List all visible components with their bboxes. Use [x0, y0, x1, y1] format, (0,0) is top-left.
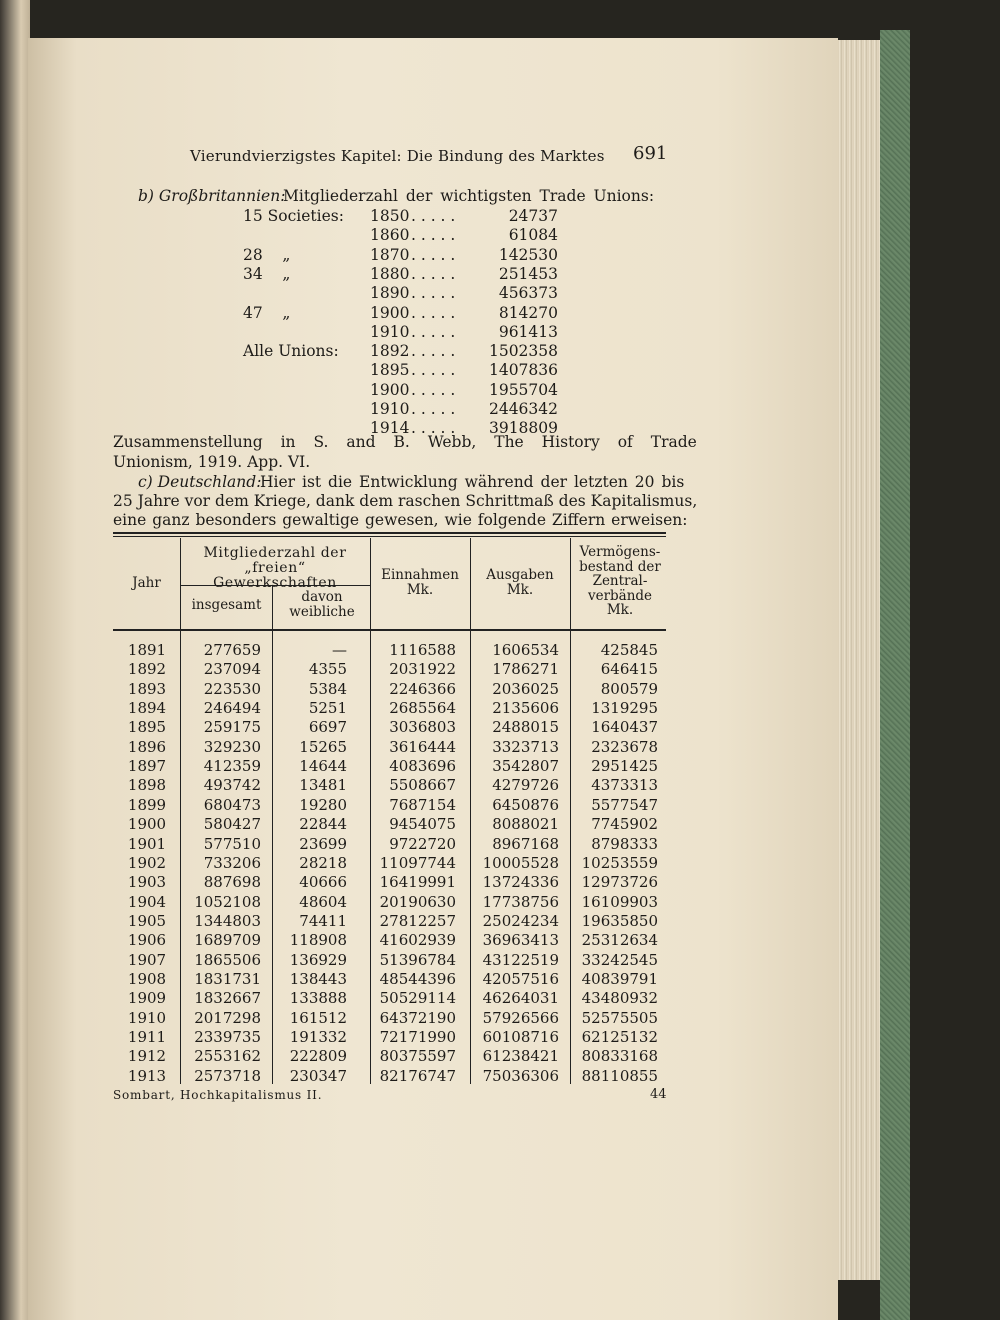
cell-jahr: 1898 [127, 776, 167, 795]
cell-insgesamt: 412359 [203, 757, 261, 776]
cell-insgesamt: 2339735 [194, 1028, 261, 1046]
header-insgesamt: insgesamt [191, 597, 262, 613]
cell-ausgaben: 2488015 [492, 718, 559, 737]
cell-jahr: 1895 [127, 718, 167, 737]
cell-weibliche: 118908 [289, 931, 347, 950]
gb-row-value: 814270 [498, 303, 558, 322]
header-mitgliederzahl: Mitgliederzahl der „freien“ Gewerkschaften [203, 545, 347, 591]
gb-row-label: 34 „ [243, 264, 291, 283]
gb-row-label: 28 „ [243, 245, 291, 264]
cell-ausgaben: 46264031 [482, 989, 559, 1008]
header-einnahmen: Einnahmen Mk. [381, 567, 459, 598]
cell-vermoegen: 646415 [600, 660, 658, 679]
gb-row-value: 961413 [498, 322, 558, 341]
cell-insgesamt: 237094 [203, 660, 261, 679]
cell-insgesamt: 1344803 [194, 911, 261, 930]
cell-einnahmen: 41602939 [379, 931, 456, 950]
cell-insgesamt: 493742 [203, 776, 261, 795]
gb-row-dots: . . . . . [411, 400, 456, 418]
cell-vermoegen: 25312634 [581, 931, 658, 950]
table-top-rule [113, 532, 666, 534]
cell-ausgaben: 42057516 [482, 969, 559, 988]
cell-insgesamt: 1689709 [194, 931, 261, 950]
cell-einnahmen: 51396784 [379, 950, 456, 969]
cell-weibliche: 14644 [299, 757, 347, 776]
cell-insgesamt: 277659 [203, 641, 261, 659]
cell-vermoegen: 1319295 [591, 699, 658, 718]
cell-weibliche: 5251 [308, 699, 347, 718]
gb-row-dots: . . . . . [411, 361, 456, 380]
cell-einnahmen: 11097744 [379, 853, 456, 872]
cell-weibliche: 28218 [299, 853, 347, 872]
cell-insgesamt: 223530 [203, 679, 261, 698]
cell-vermoegen: 62125132 [581, 1028, 658, 1046]
gb-row-year: 1870 [370, 245, 410, 264]
cell-insgesamt: 2017298 [194, 1008, 261, 1027]
gb-row-dots: . . . . . [411, 322, 456, 341]
cell-jahr: 1903 [127, 873, 167, 892]
gb-row-label: Alle Unions: [243, 342, 339, 361]
cell-einnahmen: 48544396 [379, 969, 456, 988]
cell-weibliche: 13481 [299, 776, 347, 795]
cell-vermoegen: 425845 [600, 641, 658, 659]
gb-row-value: 3918809 [488, 419, 558, 438]
cell-vermoegen: 2323678 [591, 737, 658, 756]
cell-vermoegen: 5577547 [591, 795, 658, 814]
cell-jahr: 1899 [127, 795, 167, 814]
gb-row-dots: . . . . . [411, 284, 456, 303]
cell-weibliche: 15265 [299, 737, 347, 756]
col-rule-5 [570, 538, 571, 1084]
cell-insgesamt: 580427 [203, 815, 261, 834]
gb-row-value: 2446342 [488, 400, 558, 418]
cell-einnahmen: 2246366 [389, 679, 456, 698]
cell-jahr: 1906 [127, 931, 167, 950]
cell-jahr: 1902 [127, 853, 167, 872]
cell-ausgaben: 57926566 [482, 1008, 559, 1027]
cell-einnahmen: 64372190 [379, 1008, 456, 1027]
cell-einnahmen: 50529114 [379, 989, 456, 1008]
cell-weibliche: 6697 [308, 718, 347, 737]
cell-vermoegen: 800579 [600, 679, 658, 698]
gb-source-line-1: Zusammenstellung in S. and B. Webb, The History of Trade [113, 433, 697, 451]
header-jahr: Jahr [132, 575, 161, 591]
cell-jahr: 1891 [127, 641, 167, 659]
cell-jahr: 1904 [127, 892, 167, 911]
cell-weibliche: 138443 [289, 969, 347, 988]
cell-jahr: 1913 [127, 1066, 167, 1085]
gb-row-dots: . . . . . [411, 303, 456, 322]
cell-ausgaben: 10005528 [482, 853, 559, 872]
gb-row-year: 1890 [370, 284, 410, 303]
cell-weibliche: 133888 [289, 989, 347, 1008]
cell-vermoegen: 33242545 [581, 950, 658, 969]
cell-insgesamt: 1865506 [194, 950, 261, 969]
cell-jahr: 1900 [127, 815, 167, 834]
cell-vermoegen: 19635850 [581, 911, 658, 930]
cell-insgesamt: 887698 [203, 873, 261, 892]
cell-weibliche: 161512 [289, 1008, 347, 1027]
cell-weibliche: 19280 [299, 795, 347, 814]
gb-row-year: 1910 [370, 322, 410, 341]
cell-insgesamt: 1831731 [194, 969, 261, 988]
gb-row-label: 15 Societies: [243, 207, 344, 225]
gb-row-dots: . . . . . [411, 380, 456, 399]
gb-row-year: 1892 [370, 342, 410, 361]
cell-weibliche: 22844 [299, 815, 347, 834]
cell-ausgaben: 2036025 [492, 679, 559, 698]
cell-ausgaben: 75036306 [482, 1066, 559, 1085]
header-ausgaben: Ausgaben Mk. [486, 567, 554, 598]
cell-einnahmen: 1116588 [389, 641, 456, 659]
cell-ausgaben: 2135606 [492, 699, 559, 718]
cell-insgesamt: 2573718 [194, 1066, 261, 1085]
de-intro-line-3: eine ganz besonders gewaltige gewesen, wie folgende Ziffern erweisen: [113, 511, 688, 529]
cell-einnahmen: 4083696 [389, 757, 456, 776]
page-block-edges [838, 40, 880, 1280]
gb-row-dots: . . . . . [411, 342, 456, 361]
cell-ausgaben: 1786271 [492, 660, 559, 679]
gb-row-value: 1407836 [488, 361, 558, 380]
cell-jahr: 1901 [127, 834, 167, 853]
cell-insgesamt: 680473 [203, 795, 261, 814]
cell-vermoegen: 8798333 [591, 834, 658, 853]
cell-ausgaben: 8088021 [492, 815, 559, 834]
footer-sheet-number: 44 [650, 1087, 667, 1102]
cell-insgesamt: 246494 [203, 699, 261, 718]
cell-insgesamt: 733206 [203, 853, 261, 872]
gb-intro-text: Mitgliederzahl der wichtigsten Trade Unions: [283, 187, 655, 205]
gb-row-year: 1860 [370, 226, 410, 245]
gb-row-year: 1914 [370, 419, 410, 438]
cell-ausgaben: 3542807 [492, 757, 559, 776]
gb-row-value: 251453 [498, 264, 558, 283]
cell-weibliche: 230347 [289, 1066, 347, 1085]
cell-weibliche: 48604 [299, 892, 347, 911]
gb-row-year: 1900 [370, 303, 410, 322]
header-vermoegensbestand: Vermögens-bestand der Zentral-verbände Mk. [579, 544, 661, 618]
cell-einnahmen: 2031922 [389, 660, 456, 679]
cell-ausgaben: 1606534 [492, 641, 559, 659]
gb-row-value: 1502358 [488, 342, 558, 361]
cell-vermoegen: 1640437 [591, 718, 658, 737]
cell-vermoegen: 4373313 [591, 776, 658, 795]
cell-jahr: 1905 [127, 911, 167, 930]
cell-ausgaben: 17738756 [482, 892, 559, 911]
gb-row-label: 47 „ [243, 303, 291, 322]
cell-ausgaben: 4279726 [492, 776, 559, 795]
running-title: Vierundvierzigstes Kapitel: Die Bindung des Marktes [190, 147, 605, 165]
gb-row-dots: . . . . . [411, 226, 456, 245]
de-intro-line-1: Hier ist die Entwicklung während der letzten 20 bis [260, 473, 685, 491]
book-cover-cloth [880, 30, 910, 1320]
cell-ausgaben: 36963413 [482, 931, 559, 950]
cell-weibliche: 40666 [299, 873, 347, 892]
cell-insgesamt: 259175 [203, 718, 261, 737]
cell-einnahmen: 82176747 [379, 1066, 456, 1085]
cell-insgesamt: 1832667 [194, 989, 261, 1008]
de-intro-label: c) Deutschland: [138, 473, 262, 491]
gb-intro-label: b) Großbritannien: [138, 187, 286, 205]
cell-vermoegen: 10253559 [581, 853, 658, 872]
gb-row-dots: . . . . . [411, 419, 456, 438]
cell-ausgaben: 61238421 [482, 1047, 559, 1066]
gb-row-dots: . . . . . [411, 207, 456, 225]
gb-row-value: 61084 [508, 226, 558, 245]
cell-jahr: 1893 [127, 679, 167, 698]
gb-row-year: 1895 [370, 361, 410, 380]
col-rule-2 [272, 586, 273, 1084]
cell-vermoegen: 7745902 [591, 815, 658, 834]
de-intro-line-2: 25 Jahre vor dem Kriege, dank dem raschen Schrittmaß des Kapitalismus, [113, 492, 698, 510]
cell-jahr: 1909 [127, 989, 167, 1008]
cell-ausgaben: 25024234 [482, 911, 559, 930]
cell-jahr: 1897 [127, 757, 167, 776]
gb-row-value: 142530 [498, 245, 558, 264]
cell-einnahmen: 5508667 [389, 776, 456, 795]
gb-row-year: 1910 [370, 400, 410, 418]
cell-weibliche: 4355 [308, 660, 347, 679]
cell-insgesamt: 329230 [203, 737, 261, 756]
cell-jahr: 1907 [127, 950, 167, 969]
cell-vermoegen: 16109903 [581, 892, 658, 911]
cell-jahr: 1911 [127, 1028, 167, 1046]
cell-ausgaben: 3323713 [492, 737, 559, 756]
cell-einnahmen: 16419991 [379, 873, 456, 892]
cell-ausgaben: 13724336 [482, 873, 559, 892]
gb-row-value: 456373 [498, 284, 558, 303]
gb-source-line-2: Unionism, 1919. App. VI. [113, 453, 311, 471]
cell-einnahmen: 20190630 [379, 892, 456, 911]
cell-vermoegen: 43480932 [581, 989, 658, 1008]
cell-jahr: 1894 [127, 699, 167, 718]
cell-insgesamt: 2553162 [194, 1047, 261, 1066]
cell-einnahmen: 3616444 [389, 737, 456, 756]
cell-ausgaben: 8967168 [492, 834, 559, 853]
col-rule-4 [470, 538, 471, 1084]
cell-einnahmen: 27812257 [379, 911, 456, 930]
cell-vermoegen: 88110855 [581, 1066, 658, 1085]
cell-vermoegen: 52575505 [581, 1008, 658, 1027]
gb-row-year: 1880 [370, 264, 410, 283]
cell-einnahmen: 2685564 [389, 699, 456, 718]
header-davon-weibliche: davon weibliche [289, 589, 355, 620]
cell-ausgaben: 6450876 [492, 795, 559, 814]
cell-weibliche: 191332 [289, 1028, 347, 1046]
cell-einnahmen: 80375597 [379, 1047, 456, 1066]
cell-weibliche: — [332, 641, 347, 659]
cell-insgesamt: 577510 [203, 834, 261, 853]
cell-vermoegen: 12973726 [581, 873, 658, 892]
table-header-rule [113, 629, 666, 631]
cell-weibliche: 74411 [299, 911, 347, 930]
gb-row-year: 1850 [370, 207, 410, 225]
cell-insgesamt: 1052108 [194, 892, 261, 911]
left-page-edge [0, 0, 30, 1320]
cell-einnahmen: 3036803 [389, 718, 456, 737]
cell-ausgaben: 60108716 [482, 1028, 559, 1046]
cell-vermoegen: 40839791 [581, 969, 658, 988]
cell-weibliche: 23699 [299, 834, 347, 853]
cell-vermoegen: 80833168 [581, 1047, 658, 1066]
col-rule-1 [180, 538, 181, 1084]
cell-jahr: 1912 [127, 1047, 167, 1066]
gb-row-value: 24737 [508, 207, 558, 225]
cell-jahr: 1908 [127, 969, 167, 988]
cell-weibliche: 222809 [289, 1047, 347, 1066]
cell-einnahmen: 72171990 [379, 1028, 456, 1046]
cell-einnahmen: 9722720 [389, 834, 456, 853]
cell-ausgaben: 43122519 [482, 950, 559, 969]
gb-row-dots: . . . . . [411, 264, 456, 283]
footer-signature: Sombart, Hochkapitalismus II. [113, 1088, 323, 1102]
gb-row-dots: . . . . . [411, 245, 456, 264]
page-number: 691 [633, 143, 668, 164]
cell-jahr: 1892 [127, 660, 167, 679]
col-rule-3 [370, 538, 371, 1084]
cell-jahr: 1910 [127, 1008, 167, 1027]
gb-row-year: 1900 [370, 380, 410, 399]
table-top-rule-2 [113, 536, 666, 537]
cell-vermoegen: 2951425 [591, 757, 658, 776]
cell-jahr: 1896 [127, 737, 167, 756]
cell-einnahmen: 9454075 [389, 815, 456, 834]
gb-row-value: 1955704 [488, 380, 558, 399]
cell-einnahmen: 7687154 [389, 795, 456, 814]
cell-weibliche: 5384 [308, 679, 347, 698]
cell-weibliche: 136929 [289, 950, 347, 969]
